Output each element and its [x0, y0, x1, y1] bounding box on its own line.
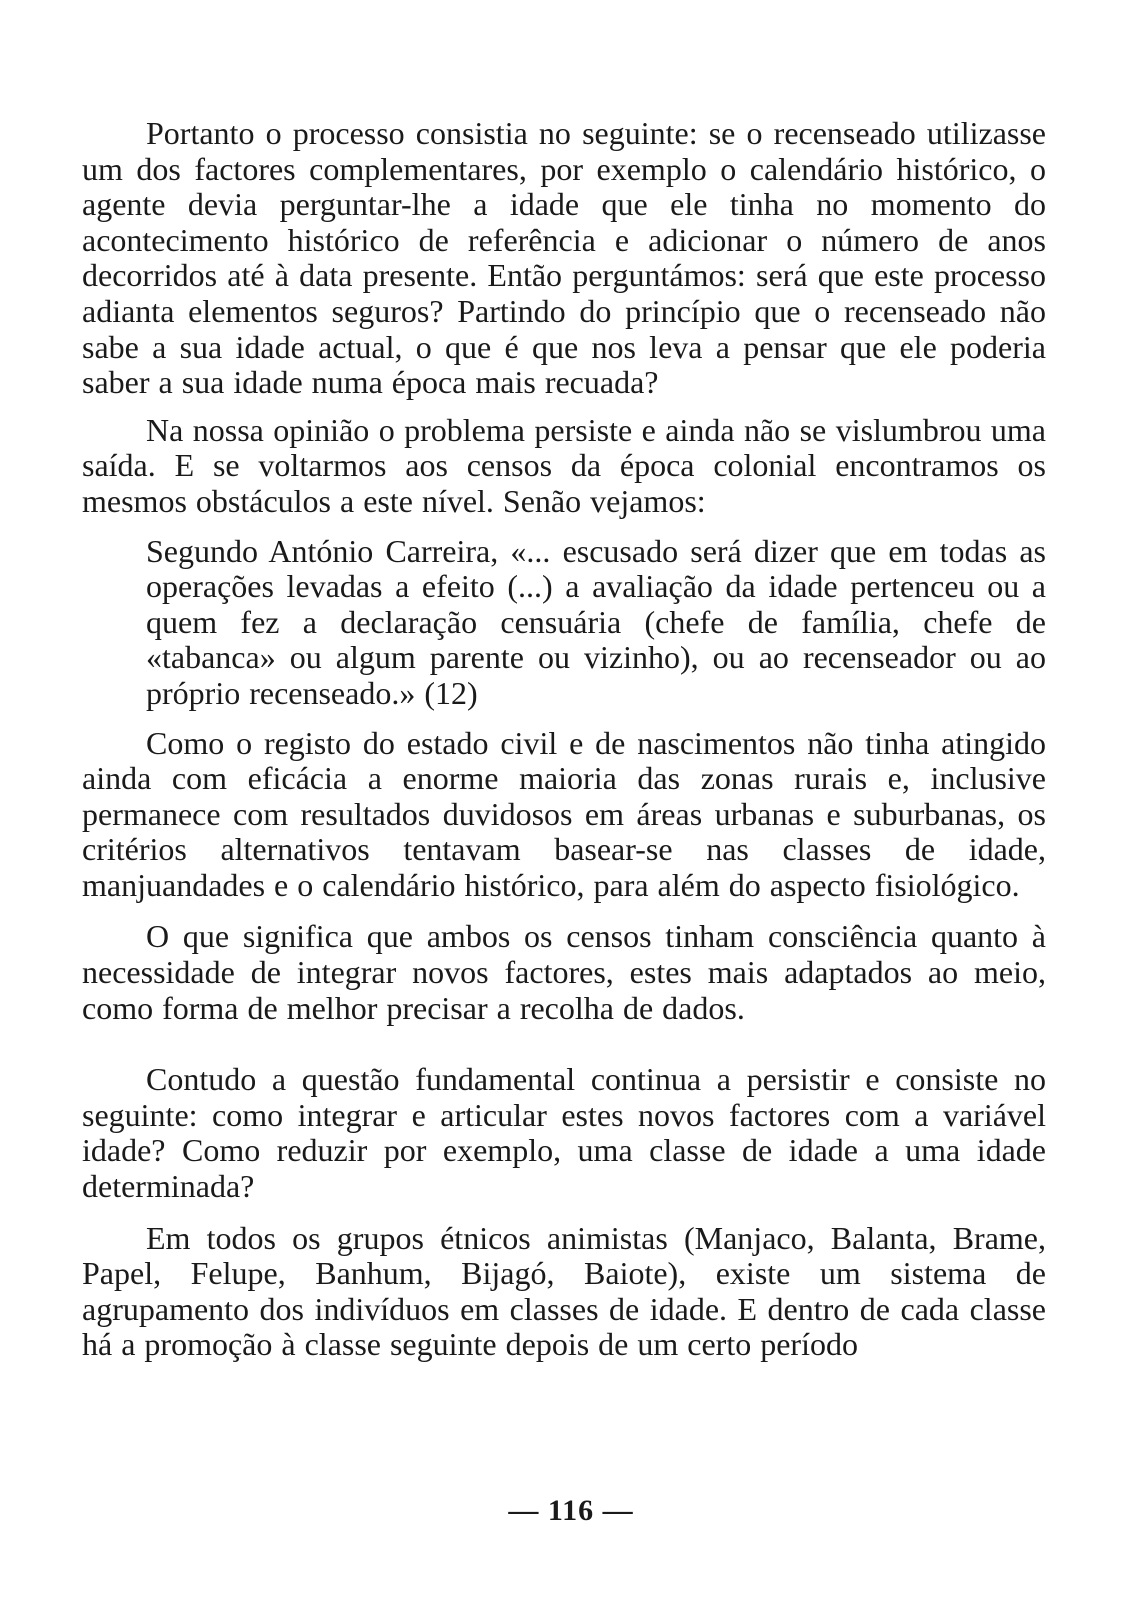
- paragraph-5: Contudo a questão fundamental continua a persistir e consiste no seguinte: como integrar e articular estes novos factores com a variável idade? Como reduzir por exemplo, uma classe de idade a uma idade determinada?: [82, 1061, 1046, 1205]
- page-number: — 116 —: [508, 1494, 634, 1527]
- paragraph-4: O que significa que ambos os censos tinham consciência quanto à necessidade de integrar novos factores, estes mais adaptados ao meio, como forma de melhor precisar a recolha de dados.: [82, 918, 1046, 1026]
- paragraph-2: Na nossa opinião o problema persiste e ainda não se vislumbrou uma saída. E se voltarmos aos censos da época colonial encontramos os mesmos obstáculos a este nível. Senão vejamos:: [82, 411, 1046, 519]
- paragraph-6: Em todos os grupos étnicos animistas (Manjaco, Balanta, Brame, Papel, Felupe, Banhum, Bijagó, Baiote), existe um sistema de agrupamento dos indivíduos em classes de idade. E dentro de cada classe há a promoção à classe seguinte depois de um certo período: [82, 1219, 1046, 1363]
- body-text: [82, 116, 1046, 1363]
- paragraph-3: Como o registo do estado civil e de nascimentos não tinha atingido ainda com eficácia a enorme maioria das zonas rurais e, inclusive permanece com resultados duvidosos em áreas urbanas e suburbanas, os critérios alternativos tentavam basear-se nas classes de idade, manjuandades e o calendário histórico, para além do aspecto fisiológico.: [82, 724, 1046, 903]
- paragraph-1: Portanto o processo consistia no seguinte: se o recenseado utilizasse um dos factores complementares, por exemplo o calendário histórico, o agente devia perguntar-lhe a idade que ele tinha no momento do acontecimento histórico de referência e adicionar o número de anos decorridos até à data presente. Então perguntámos: será que este processo adianta elementos seguros? Partindo do princípio que o recenseado não sabe a sua idade actual, o que é que nos leva a pensar que ele poderia saber a sua idade numa época mais recuada?: [82, 115, 1046, 401]
- block-quote: Segundo António Carreira, «... escusado será dizer que em todas as operações levadas a efeito (...) a avaliação da idade pertenceu ou a quem fez a declaração censuária (chefe de família, chefe de «tabanca» ou algum parente ou vizinho), ou ao recenseador ou ao próprio recenseado.» (12): [146, 532, 1046, 711]
